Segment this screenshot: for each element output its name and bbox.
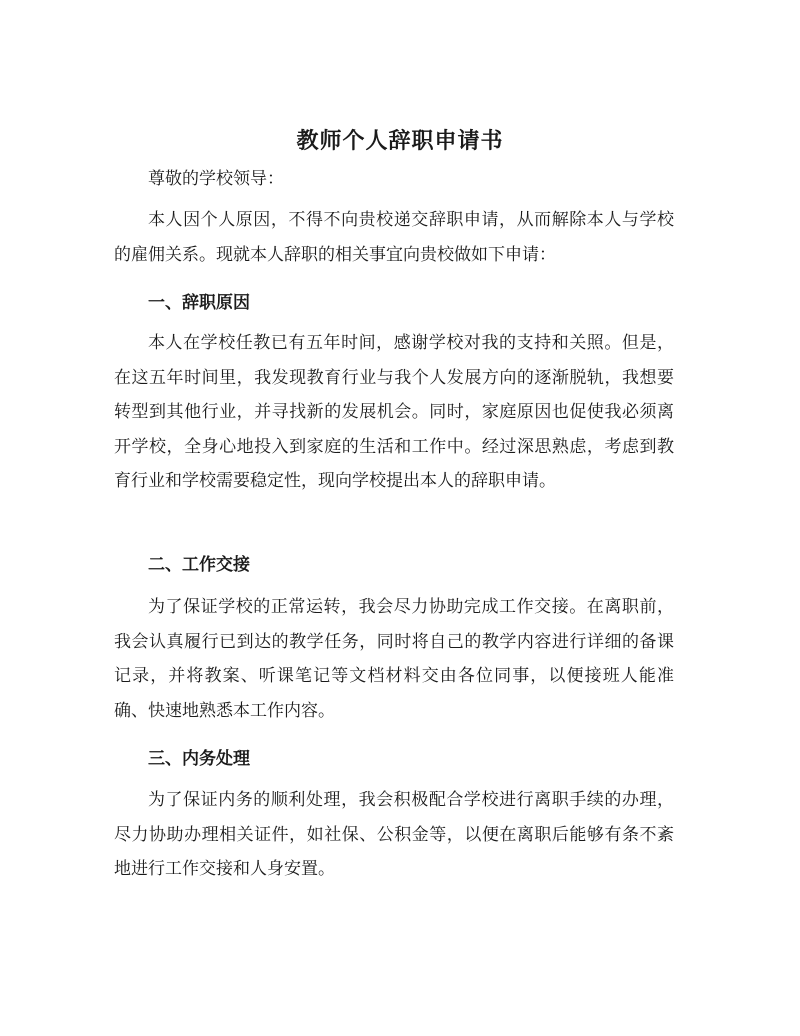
intro-paragraph: 本人因个人原因，不得不向贵校递交辞职申请，从而解除本人与学校的雇佣关系。现就本人辞职的相关事宜向贵校做如下申请： <box>114 210 674 265</box>
intro-paragraph-block <box>114 203 674 272</box>
salutation: 尊敬的学校领导： <box>148 169 284 189</box>
section-body-internal-affairs: 为了保证内务的顺利处理，我会积极配合学校进行离职手续的办理，尽力协助办理相关证件，如社保、公积金等，以便在离职后能够有条不紊地进行工作交接和人身安置。 <box>114 790 674 879</box>
section-body-block-handover <box>114 590 674 728</box>
section-body-block-reason <box>114 326 674 499</box>
section-body-block-internal-affairs <box>114 783 674 887</box>
section-heading-reason: 一、辞职原因 <box>148 293 250 313</box>
section-heading-internal-affairs: 三、内务处理 <box>148 749 250 769</box>
section-body-handover: 为了保证学校的正常运转，我会尽力协助完成工作交接。在离职前，我会认真履行已到达的教学任务，同时将自己的教学内容进行详细的备课记录，并将教案、听课笔记等文档材料交由各位同事，以便接班人能准确、快速地熟悉本工作内容。 <box>114 597 674 721</box>
section-body-reason: 本人在学校任教已有五年时间，感谢学校对我的支持和关照。但是，在这五年时间里，我发现教育行业与我个人发展方向的逐渐脱轨，我想要转型到其他行业，并寻找新的发展机会。同时，家庭原因也促使我必须离开学校，全身心地投入到家庭的生活和工作中。经过深思熟虑，考虑到教育行业和学校需要稳定性，现向学校提出本人的辞职申请。 <box>114 333 674 491</box>
document-title: 教师个人辞职申请书 <box>296 128 504 154</box>
section-heading-handover: 二、工作交接 <box>148 555 250 575</box>
